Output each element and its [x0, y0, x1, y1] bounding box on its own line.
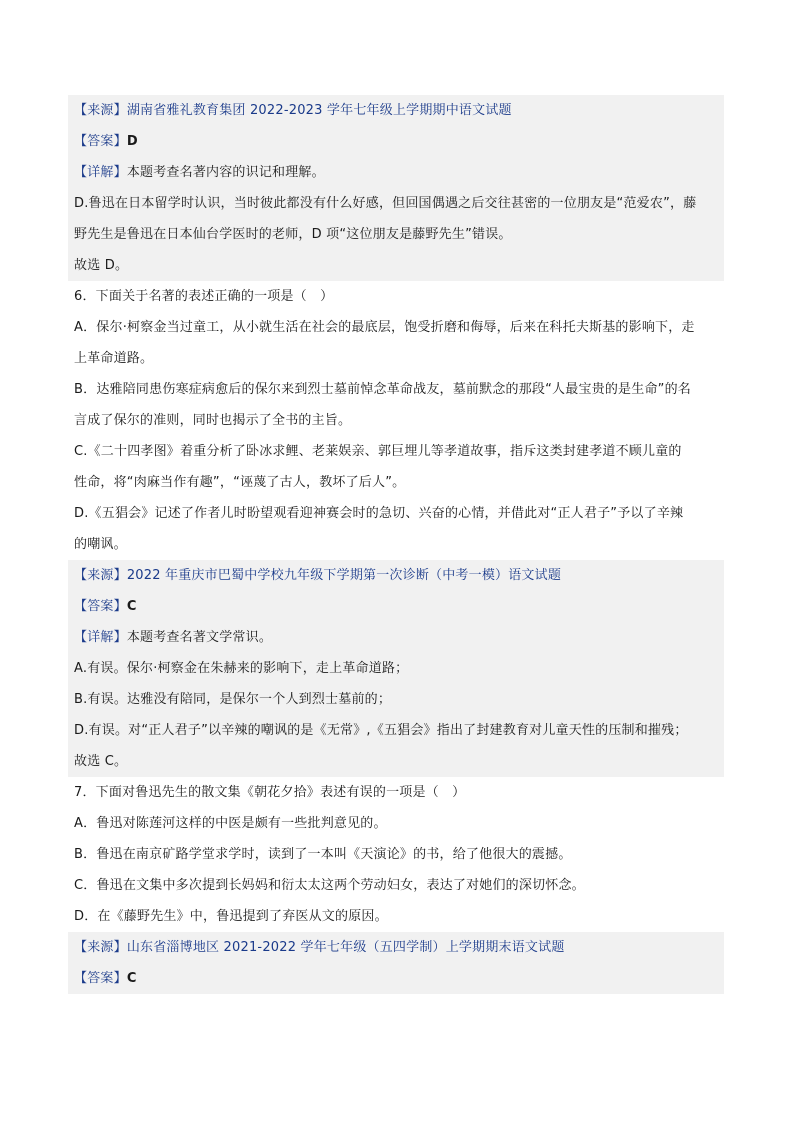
answer-line	[68, 963, 724, 994]
answer-text: C	[126, 971, 137, 986]
answer-line	[68, 126, 724, 157]
detail-text: 本题考查名著内容的识记和理解。	[126, 165, 325, 180]
source-line	[68, 95, 724, 126]
explanation-line: 故选 D。	[68, 250, 724, 281]
question-option: D．在《藤野先生》中，鲁迅提到了弃医从文的原因。	[74, 909, 388, 924]
question-option: B．达雅陪同患伤寒症病愈后的保尔来到烈士墓前悼念革命战友，墓前默念的那段“人最宝贵的是生命”的名	[74, 382, 691, 397]
explanation-line: D.鲁迅在日本留学时认识，当时彼此都没有什么好感，但回国偶遇之后交往甚密的一位朋友是“范爱农”，藤	[68, 188, 724, 219]
answer-tag: 【答案】	[74, 134, 127, 149]
detail-tag: 【详解】	[74, 630, 127, 645]
question-option: A．鲁迅对陈莲河这样的中医是颇有一些批判意见的。	[74, 816, 387, 831]
question-option: C．鲁迅在文集中多次提到长妈妈和衍太太这两个劳动妇女，表达了对她们的深切怀念。	[74, 878, 585, 893]
source-line	[68, 560, 724, 591]
source-text: 山东省淄博地区 2021-2022 学年七年级（五四学制）上学期期末语文试题	[126, 940, 565, 955]
question-option: D.《五猖会》记述了作者儿时盼望观看迎神赛会时的急切、兴奋的心情，并借此对“正人君子”予以了辛辣	[74, 506, 684, 521]
answer-tag: 【答案】	[74, 599, 127, 614]
detail-tag: 【详解】	[74, 165, 127, 180]
detail-text: 本题考查名著文学常识。	[126, 630, 273, 645]
answer-line	[68, 591, 724, 622]
answer-tag: 【答案】	[74, 971, 127, 986]
source-text: 湖南省雅礼教育集团 2022-2023 学年七年级上学期期中语文试题	[126, 103, 512, 118]
source-text: 2022 年重庆市巴蜀中学校九年级下学期第一次诊断（中考一模）语文试题	[126, 568, 562, 583]
source-tag: 【来源】	[74, 568, 127, 583]
explanation-line: 野先生是鲁迅在日本仙台学医时的老师，D 项“这位朋友是藤野先生”错误。	[68, 219, 724, 250]
explanation-line: D.有误。对“正人君子”以辛辣的嘲讽的是《无常》,《五猖会》指出了封建教育对儿童天性的压制和摧残；	[68, 715, 724, 746]
question-option: C.《二十四孝图》着重分析了卧冰求鲤、老莱娱亲、郭巨埋儿等孝道故事，指斥这类封建孝道不顾儿童的	[74, 444, 682, 459]
detail-line	[68, 622, 724, 653]
source-tag: 【来源】	[74, 940, 127, 955]
answer-text: D	[126, 134, 138, 149]
source-line	[68, 932, 724, 963]
question-stem: 7．下面对鲁迅先生的散文集《朝花夕拾》表述有误的一项是（ ）	[74, 785, 466, 800]
question-option: A．保尔·柯察金当过童工，从小就生活在社会的最底层，饱受折磨和侮辱，后来在科托夫斯基的影响下，走	[74, 320, 695, 335]
explanation-line: A.有误。保尔·柯察金在朱赫来的影响下，走上革命道路；	[68, 653, 724, 684]
explanation-line: B.有误。达雅没有陪同，是保尔一个人到烈士墓前的；	[68, 684, 724, 715]
source-tag: 【来源】	[74, 103, 127, 118]
explanation-line: 故选 C。	[68, 746, 724, 777]
answer-text: C	[126, 599, 137, 614]
question-option: 言成了保尔的准则，同时也揭示了全书的主旨。	[74, 413, 352, 428]
detail-line	[68, 157, 724, 188]
document-page	[68, 95, 724, 994]
question-option: B．鲁迅在南京矿路学堂求学时，读到了一本叫《天演论》的书，给了他很大的震撼。	[74, 847, 572, 862]
question-option: 的嘲讽。	[74, 537, 127, 552]
question-option: 性命，将“肉麻当作有趣”，“诬蔑了古人，教坏了后人”。	[74, 475, 406, 490]
question-stem: 6．下面关于名著的表述正确的一项是（ ）	[74, 289, 334, 304]
question-option: 上革命道路。	[74, 351, 154, 366]
